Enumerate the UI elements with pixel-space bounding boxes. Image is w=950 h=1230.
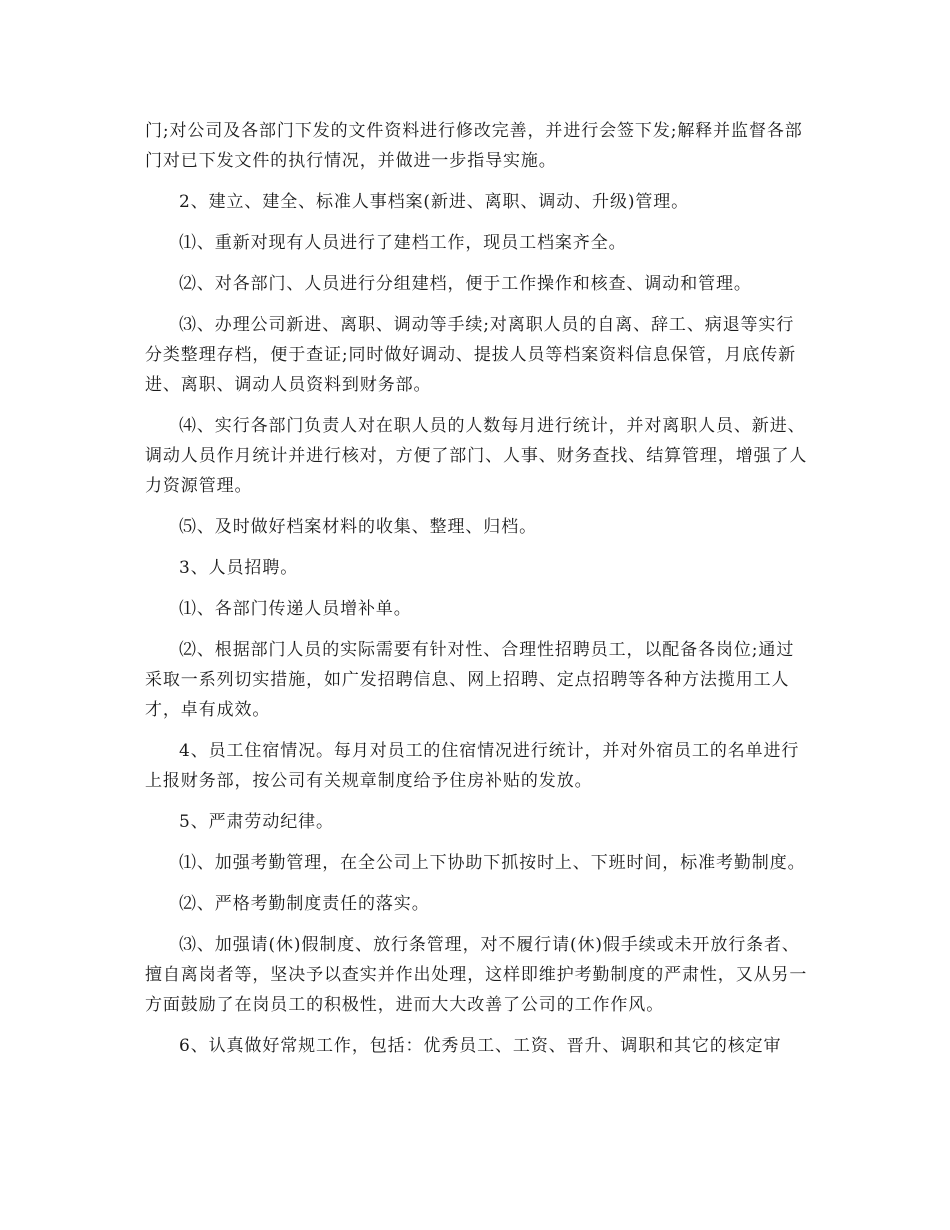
paragraph-continuation: 门;对公司及各部门下发的文件资料进行修改完善，并进行会签下发;解释并监督各部门对已下发文件的执行情况，并做进一步指导实施。 xyxy=(145,121,803,171)
paragraph-item-6: 6、认真做好常规工作，包括：优秀员工、工资、晋升、调职和其它的核定审 xyxy=(179,1036,782,1056)
paragraph-item-5-2: ⑵、严格考勤制度责任的落实。 xyxy=(179,894,430,914)
paragraph-item-3: 3、人员招聘。 xyxy=(179,558,299,578)
paragraph-item-5-1: ⑴、加强考勤管理，在全公司上下协助下抓按时上、下班时间，标准考勤制度。 xyxy=(179,853,806,873)
paragraph-item-5-3: ⑶、加强请(休)假制度、放行条管理，对不履行请(休)假手续或未开放行条者、擅自离岗者等，坚决予以查实并作出处理，这样即维护考勤制度的严肃性，又从另一方面鼓励了在岗员工的积极性，进而大大改善了公司的工作作风。 xyxy=(145,935,808,1015)
paragraph-item-4: 4、员工住宿情况。每月对员工的住宿情况进行统计，并对外宿员工的名单进行上报财务部，按公司有关规章制度给予住房补贴的发放。 xyxy=(145,741,800,791)
paragraph-item-2: 2、建立、建全、标准人事档案(新进、离职、调动、升级)管理。 xyxy=(179,192,690,212)
paragraph-item-5: 5、严肃劳动纪律。 xyxy=(179,812,334,832)
paragraph-item-3-1: ⑴、各部门传递人员增补单。 xyxy=(179,599,412,619)
paragraph-item-3-2: ⑵、根据部门人员的实际需要有针对性、合理性招聘员工，以配备各岗位;通过采取一系列切实措施，如广发招聘信息、网上招聘、定点招聘等各种方法揽用工人才，卓有成效。 xyxy=(145,640,795,720)
paragraph-item-2-5: ⑸、及时做好档案材料的收集、整理、归档。 xyxy=(179,517,537,537)
document-body xyxy=(145,116,810,1072)
paragraph-item-2-3: ⑶、办理公司新进、离职、调动等手续;对离职人员的自离、辞工、病退等实行分类整理存档，便于查证;同时做好调动、提拔人员等档案资料信息保管，月底传新进、离职、调动人员资料到财务部。 xyxy=(145,315,797,395)
paragraph-item-2-2: ⑵、对各部门、人员进行分组建档，便于工作操作和核查、调动和管理。 xyxy=(179,274,752,294)
paragraph-item-2-1: ⑴、重新对现有人员进行了建档工作，现员工档案齐全。 xyxy=(179,233,627,253)
paragraph-item-2-4: ⑷、实行各部门负责人对在职人员的人数每月进行统计，并对离职人员、新进、调动人员作月统计并进行核对，方便了部门、人事、财务查找、结算管理，增强了人力资源管理。 xyxy=(145,416,808,496)
